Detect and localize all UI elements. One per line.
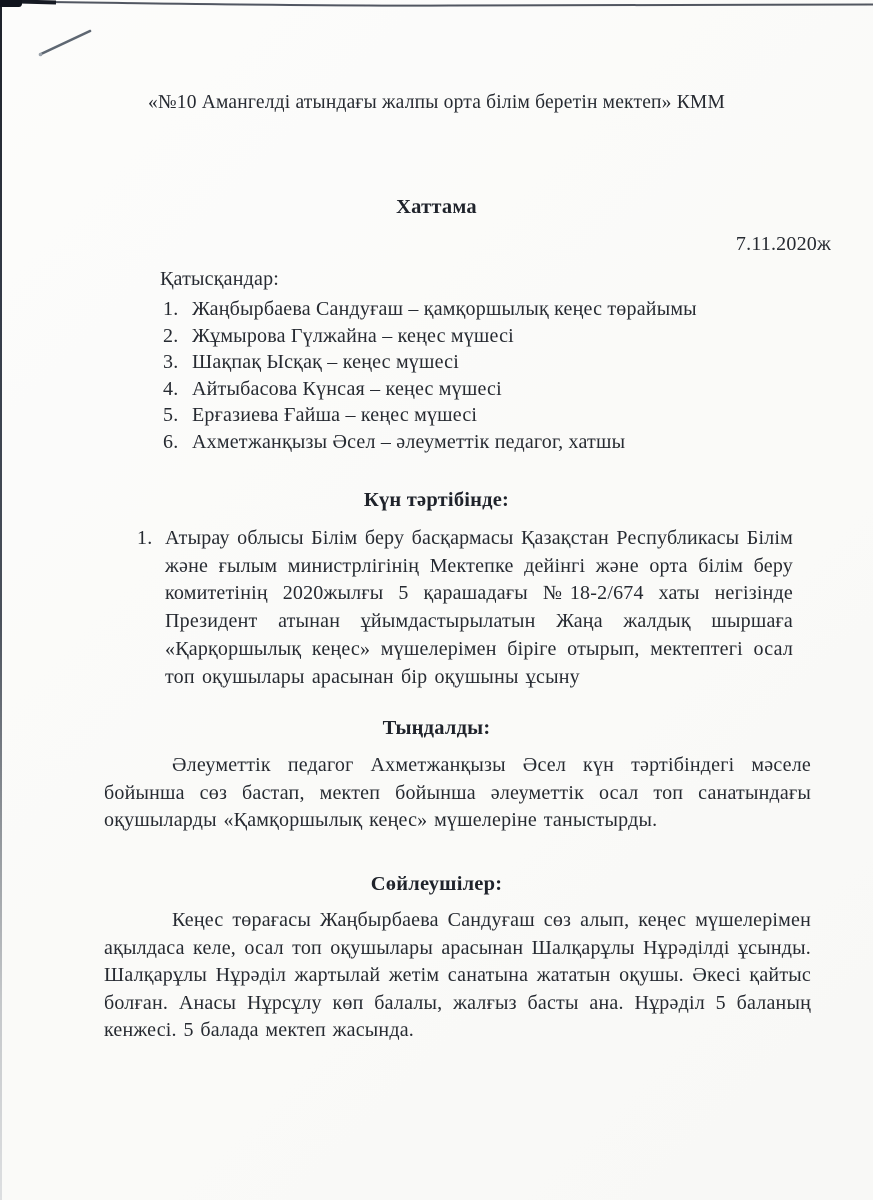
participant-item: Шақпақ Ысқақ – кеңес мүшесі bbox=[192, 351, 460, 374]
participants-label: Қатысқандар: bbox=[160, 268, 280, 290]
participant-item: Ерғазиева Ғайша – кеңес мүшесі bbox=[192, 404, 478, 427]
scan-corner-mark bbox=[0, 0, 22, 7]
document-date: 7.11.2020ж bbox=[735, 233, 831, 255]
participants-list bbox=[163, 296, 823, 456]
agenda-list bbox=[137, 525, 793, 691]
participant-item: Ахметжанқызы Әсел – әлеуметтік педагог, хатшы bbox=[192, 430, 626, 453]
participant-item: Жаңбырбаева Сандуғаш – қамқоршылық кеңес төрайымы bbox=[192, 298, 697, 320]
agenda-heading: Күн тәртібінде: bbox=[363, 489, 510, 511]
scan-edge-top bbox=[0, 0, 873, 10]
pen-stroke-mark bbox=[0, 0, 120, 80]
agenda-item: Атырау облысы Білім беру басқармасы Қазақстан Республикасы Білім және ғылым министрлігінің Мектепке дейінгі және орта білім беру комитетінің 2020жылғы 5 қарашадағы №18-2/674 хаты негізінде Президент атынан ұйымдастырылатын Жаңа жалдық шыршаға «Қарқоршылық кеңес» мүшелерімен біріге отырып, мектептегі осал топ оқушылары арасынан бір оқушыны ұсыну bbox=[165, 527, 793, 688]
participant-item: Айтыбасова Күнсая – кеңес мүшесі bbox=[192, 377, 502, 400]
heard-heading: Тыңдалды: bbox=[382, 717, 491, 739]
document-title: Хаттама bbox=[396, 196, 477, 218]
scan-edge-left bbox=[0, 0, 2, 1200]
speakers-heading: Сөйлеушілер: bbox=[370, 873, 503, 895]
organization-name: «№10 Амангелді атындағы жалпы орта білім беретін мектеп» КММ bbox=[148, 92, 725, 113]
participant-item: Жұмырова Гүлжайна – кеңес мүшесі bbox=[192, 324, 514, 347]
speakers-paragraph: Кеңес төрағасы Жаңбырбаева Сандуғаш сөз алып, кеңес мүшелерімен ақылдаса келе, осал топ оқушылары арасынан Шалқарұлы Нұрәділді ұсынды. Шалқарұлы Нұрәділ жартылай жетім санатына жататын оқушы. Әкесі қайтыс болған. Анасы Нұрсұлу көп балалы, жалғыз басты ана. Нұрәділ 5 баланың кенжесі. 5 балада мектеп жасында. bbox=[104, 909, 811, 1042]
heard-paragraph: Әлеуметтік педагог Ахметжанқызы Әсел күн тәртібіндегі мәселе бойынша сөз бастап, мектеп бойынша әлеуметтік осал топ санатындағы оқушыларды «Қамқоршылық кеңес» мүшелеріне таныстырды. bbox=[104, 754, 811, 832]
